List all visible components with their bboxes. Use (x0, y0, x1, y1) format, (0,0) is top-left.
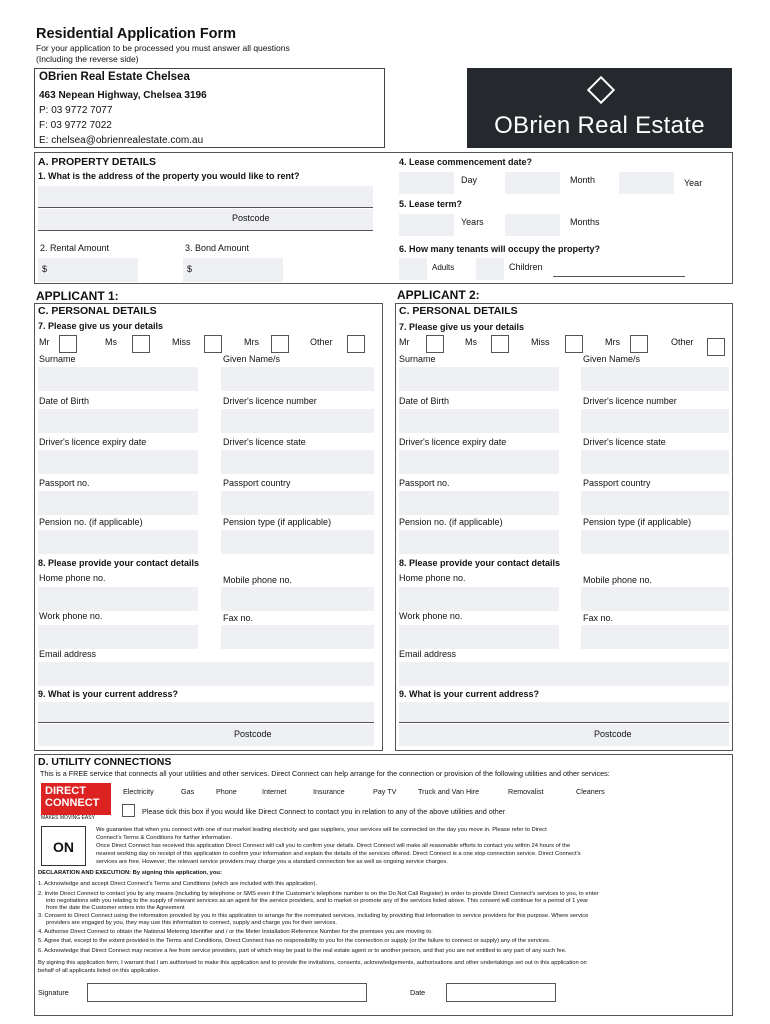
a2-given-input[interactable] (581, 367, 729, 391)
bond-dollar: $ (187, 264, 193, 274)
a2-expiry-label: Driver's licence expiry date (399, 437, 507, 447)
a1-work-label: Work phone no. (39, 611, 103, 621)
declaration-2c: from the date the Customer enters into the Agreement (46, 905, 185, 911)
a2-mr-label: Mr (399, 337, 410, 347)
a2-pension-type-label: Pension type (if applicable) (583, 517, 692, 527)
a1-q8: 8. Please provide your contact details (38, 558, 200, 568)
a1-licence-label: Driver's licence number (223, 396, 317, 406)
service-removalist: Removalist (508, 787, 544, 796)
declaration-4: 4. Authorise Direct Connect to obtain the National Metering Identifier and / or the Meter Installation Reference Number for the premises you are moving to. (38, 929, 433, 935)
a1-passport-label: Passport no. (39, 478, 90, 488)
adults-input[interactable] (399, 258, 427, 280)
service-cleaners: Cleaners (576, 787, 605, 796)
children-input[interactable] (476, 258, 504, 280)
a2-dob-input[interactable] (399, 409, 559, 433)
q5-label: 5. Lease term? (399, 199, 463, 209)
bond-amount-input[interactable] (183, 258, 283, 282)
rental-amount-input[interactable] (38, 258, 138, 282)
form-title: Residential Application Form (36, 26, 237, 42)
a2-ms-label: Ms (465, 337, 477, 347)
declaration-3b: providers are engaged by you, they may use this information to connect, supply and charge you for their services. (46, 920, 337, 926)
dc-tagline: MAKES MOVING EASY (41, 815, 95, 821)
a2-home-label: Home phone no. (399, 573, 466, 583)
a2-state-label: Driver's licence state (583, 437, 666, 447)
children-line[interactable] (553, 271, 685, 277)
applicant-1-heading: APPLICANT 1: (36, 289, 119, 303)
a2-state-input[interactable] (581, 450, 729, 474)
agency-address: 463 Nepean Highway, Chelsea 3196 (39, 90, 207, 101)
date-field[interactable] (446, 983, 556, 1002)
a2-surname-input[interactable] (399, 367, 559, 391)
applicant-2-heading: APPLICANT 2: (397, 288, 480, 302)
a1-pension-label: Pension no. (if applicable) (39, 517, 143, 527)
a2-pension-input[interactable] (399, 530, 559, 554)
a1-country-label: Passport country (223, 478, 291, 488)
a1-given-label: Given Name/s (223, 354, 281, 364)
declaration-1: 1. Acknowledge and accept Direct Connect's Terms and Conditions (which are included with this application). (38, 881, 318, 887)
a1-licence-input[interactable] (221, 409, 374, 433)
a2-mobile-input[interactable] (581, 587, 729, 611)
declaration-2: 2. Invite Direct Connect to contact you by any means (including by telephone or SMS even if the Customer's telephone number is on the Do Not Call Register) in order to provide Direct Connect's services to you, to enter (38, 891, 599, 897)
a1-ms-checkbox[interactable] (132, 335, 150, 353)
a2-dob-label: Date of Birth (399, 396, 450, 406)
a1-miss-checkbox[interactable] (204, 335, 222, 353)
a1-miss-label: Miss (172, 337, 191, 347)
a1-pension-type-input[interactable] (221, 530, 374, 554)
warranty-line-1: By signing this application form, I warrant that I am authorised to make this application and to provide the invitations, consents, acknowledgements, authorisations and other undertakings set out in this application on (38, 960, 587, 966)
a1-passport-input[interactable] (38, 491, 198, 515)
service-phone: Phone (216, 787, 237, 796)
lease-year-input[interactable] (619, 172, 674, 194)
year-label: Year (684, 178, 703, 188)
declaration-heading: DECLARATION AND EXECUTION: By signing this application, you: (38, 870, 222, 876)
a1-dob-label: Date of Birth (39, 396, 90, 406)
guarantee-line-4: nearest working day on receipt of this application to confirm your information and explain the details of the services offered. Direct Connect is a one stop connection service. Direct Connect's (96, 851, 581, 857)
a2-country-label: Passport country (583, 478, 651, 488)
a1-other-label: Other (310, 337, 333, 347)
a2-mr-checkbox[interactable] (426, 335, 444, 353)
agency-fax: F: 03 9772 7022 (39, 120, 112, 131)
a2-email-input[interactable] (399, 662, 729, 686)
month-label: Month (570, 175, 596, 185)
a2-expiry-input[interactable] (399, 450, 559, 474)
a1-given-input[interactable] (221, 367, 374, 391)
a2-q8: 8. Please provide your contact details (399, 558, 561, 568)
declaration-6: 6. Acknowledge that Direct Connect may receive a fee from service providers, part of which may be paid to the real estate agent or to another person, and that you are not entitled to any part of any such fee. (38, 948, 567, 954)
a1-mrs-checkbox[interactable] (271, 335, 289, 353)
a2-surname-label: Surname (399, 354, 436, 364)
guarantee-line-2: Connect's Terms & Conditions for further information. (96, 835, 232, 841)
a1-state-label: Driver's licence state (223, 437, 306, 447)
on-logo-text: ON (53, 839, 74, 855)
a1-address-input-2[interactable] (38, 724, 374, 746)
dc-logo-text: DIRECT CONNECT (45, 785, 100, 809)
agency-phone: P: 03 9772 7077 (39, 105, 113, 116)
a1-mr-checkbox[interactable] (59, 335, 77, 353)
rental-label: 2. Rental Amount (40, 243, 110, 253)
a1-mrs-label: Mrs (244, 337, 259, 347)
a2-passport-label: Passport no. (399, 478, 450, 488)
a1-mr-label: Mr (39, 337, 50, 347)
guarantee-line-5: services are free. However, the relevant service providers may charge you a standard connection fee as well as ongoing service charges. (96, 859, 448, 865)
a2-pension-type-input[interactable] (581, 530, 729, 554)
agency-email: E: chelsea@obrienrealestate.com.au (39, 135, 204, 146)
declaration-5: 5. Agree that, except to the extent provided in the Terms and Conditions, Direct Connect has no responsibility to you for the connection or supply (or the failure to connect or supply) any of the services. (38, 938, 551, 944)
a1-email-input[interactable] (38, 662, 374, 686)
property-address-input[interactable] (38, 186, 373, 208)
a2-q7: 7. Please give us your details (399, 322, 525, 332)
a1-postcode-label: Postcode (234, 729, 272, 739)
a1-q7: 7. Please give us your details (38, 321, 164, 331)
a1-pension-input[interactable] (38, 530, 198, 554)
a2-passport-input[interactable] (399, 491, 559, 515)
direct-connect-logo (41, 783, 111, 815)
a2-fax-input[interactable] (581, 625, 729, 649)
form-subtitle-2: (Including the reverse side) (36, 54, 139, 64)
q4-label: 4. Lease commencement date? (399, 157, 533, 167)
day-label: Day (461, 175, 478, 185)
diamond-icon (587, 76, 615, 104)
rental-dollar: $ (42, 264, 48, 274)
guarantee-line-3: Once Direct Connect has received this application Direct Connect will call you to confirm your details. Direct Connect will make all reasonable efforts to contact you within 24 hours of the (96, 843, 571, 849)
a1-home-input[interactable] (38, 587, 198, 611)
a2-q9: 9. What is your current address? (399, 689, 540, 699)
warranty-line-2: behalf of all applicants listed on this application. (38, 968, 161, 974)
a1-state-input[interactable] (221, 450, 374, 474)
years-label: Years (461, 217, 484, 227)
a1-surname-input[interactable] (38, 367, 198, 391)
lease-month-input[interactable] (505, 172, 560, 194)
agency-details (34, 68, 385, 148)
lease-months-input[interactable] (505, 214, 560, 236)
utility-consent-checkbox[interactable] (122, 804, 135, 817)
form-subtitle: For your application to be processed you must answer all questions (36, 43, 290, 53)
property-heading: A. PROPERTY DETAILS (38, 156, 157, 168)
a1-mobile-input[interactable] (221, 587, 374, 611)
service-internet: Internet (262, 787, 287, 796)
utility-heading: D. UTILITY CONNECTIONS (38, 756, 172, 768)
a1-address-input[interactable] (38, 702, 374, 723)
a2-section: C. PERSONAL DETAILS (399, 305, 518, 317)
a1-expiry-label: Driver's licence expiry date (39, 437, 147, 447)
adults-label: Adults (432, 263, 455, 272)
a2-licence-input[interactable] (581, 409, 729, 433)
a2-licence-label: Driver's licence number (583, 396, 677, 406)
logo-text: OBrien Real Estate (494, 112, 705, 139)
a2-work-input[interactable] (399, 625, 559, 649)
guarantee-line-1: We guarantee that when you connect with one of our market leading electricity and gas suppliers, your services will be connected on the day you move in. Please refer to Direct (96, 827, 547, 833)
a1-fax-input[interactable] (221, 625, 374, 649)
service-gas: Gas (181, 787, 195, 796)
a1-section: C. PERSONAL DETAILS (38, 305, 157, 317)
bond-label: 3. Bond Amount (185, 243, 250, 253)
a2-work-label: Work phone no. (399, 611, 463, 621)
postcode-label: Postcode (232, 213, 270, 223)
q6-label: 6. How many tenants will occupy the property? (399, 244, 601, 254)
service-truck-and-van-hire: Truck and Van Hire (418, 787, 480, 796)
property-address-input-2[interactable] (38, 209, 373, 231)
a2-ms-checkbox[interactable] (491, 335, 509, 353)
signature-field[interactable] (87, 983, 367, 1002)
a2-postcode-label: Postcode (594, 729, 632, 739)
a1-work-input[interactable] (38, 625, 198, 649)
a1-dob-input[interactable] (38, 409, 198, 433)
a2-mrs-checkbox[interactable] (630, 335, 648, 353)
service-insurance: Insurance (313, 787, 345, 796)
a1-email-label: Email address (39, 649, 97, 659)
date-label: Date (410, 988, 426, 997)
agency-logo (467, 68, 732, 148)
a2-mobile-label: Mobile phone no. (583, 575, 653, 585)
lease-years-input[interactable] (399, 214, 454, 236)
a1-fax-label: Fax no. (223, 613, 254, 623)
declaration-3: 3. Consent to Direct Connect using the information provided by you in this application to arrange for the nominated services, including by providing that information to service providers for this purpose. Where service (38, 913, 589, 919)
a2-given-label: Given Name/s (583, 354, 641, 364)
a1-home-label: Home phone no. (39, 573, 106, 583)
a2-email-label: Email address (399, 649, 457, 659)
a2-country-input[interactable] (581, 491, 729, 515)
a2-address-input-2[interactable] (399, 724, 729, 746)
a1-ms-label: Ms (105, 337, 117, 347)
months-label: Months (570, 217, 600, 227)
utility-consent-label: Please tick this box if you would like Direct Connect to contact you in relation to any of the above utilities and other (142, 807, 506, 816)
a2-other-label: Other (671, 337, 694, 347)
a2-other-checkbox[interactable] (707, 338, 725, 356)
q1-label: 1. What is the address of the property you would like to rent? (38, 171, 300, 181)
signature-label: Signature (38, 988, 69, 997)
agency-name: OBrien Real Estate Chelsea (39, 71, 190, 83)
declaration-2b: into negotiations with you relating to the supply of relevant services as an agent for the service providers, and to market or promote any of the services listed above. This consent will continue for a period of 1 year (46, 898, 589, 904)
a2-home-input[interactable] (399, 587, 559, 611)
a2-mrs-label: Mrs (605, 337, 620, 347)
a2-miss-label: Miss (531, 337, 550, 347)
children-label: Children (509, 262, 543, 272)
service-pay-tv: Pay TV (373, 787, 397, 796)
a1-country-input[interactable] (221, 491, 374, 515)
a2-pension-label: Pension no. (if applicable) (399, 517, 503, 527)
a2-fax-label: Fax no. (583, 613, 614, 623)
on-guarantee-logo (41, 826, 86, 866)
a1-expiry-input[interactable] (38, 450, 198, 474)
a2-address-input[interactable] (399, 702, 729, 723)
a2-miss-checkbox[interactable] (565, 335, 583, 353)
a1-q9: 9. What is your current address? (38, 689, 179, 699)
a1-pension-type-label: Pension type (if applicable) (223, 517, 332, 527)
a1-mobile-label: Mobile phone no. (223, 575, 293, 585)
utility-intro: This is a FREE service that connects all your utilities and other services. Direct Connect can help arrange for the connection or provision of the following utilities and other services: (40, 769, 610, 778)
a1-other-checkbox[interactable] (347, 335, 365, 353)
lease-day-input[interactable] (399, 172, 454, 194)
service-electricity: Electricity (123, 787, 154, 796)
a1-surname-label: Surname (39, 354, 76, 364)
